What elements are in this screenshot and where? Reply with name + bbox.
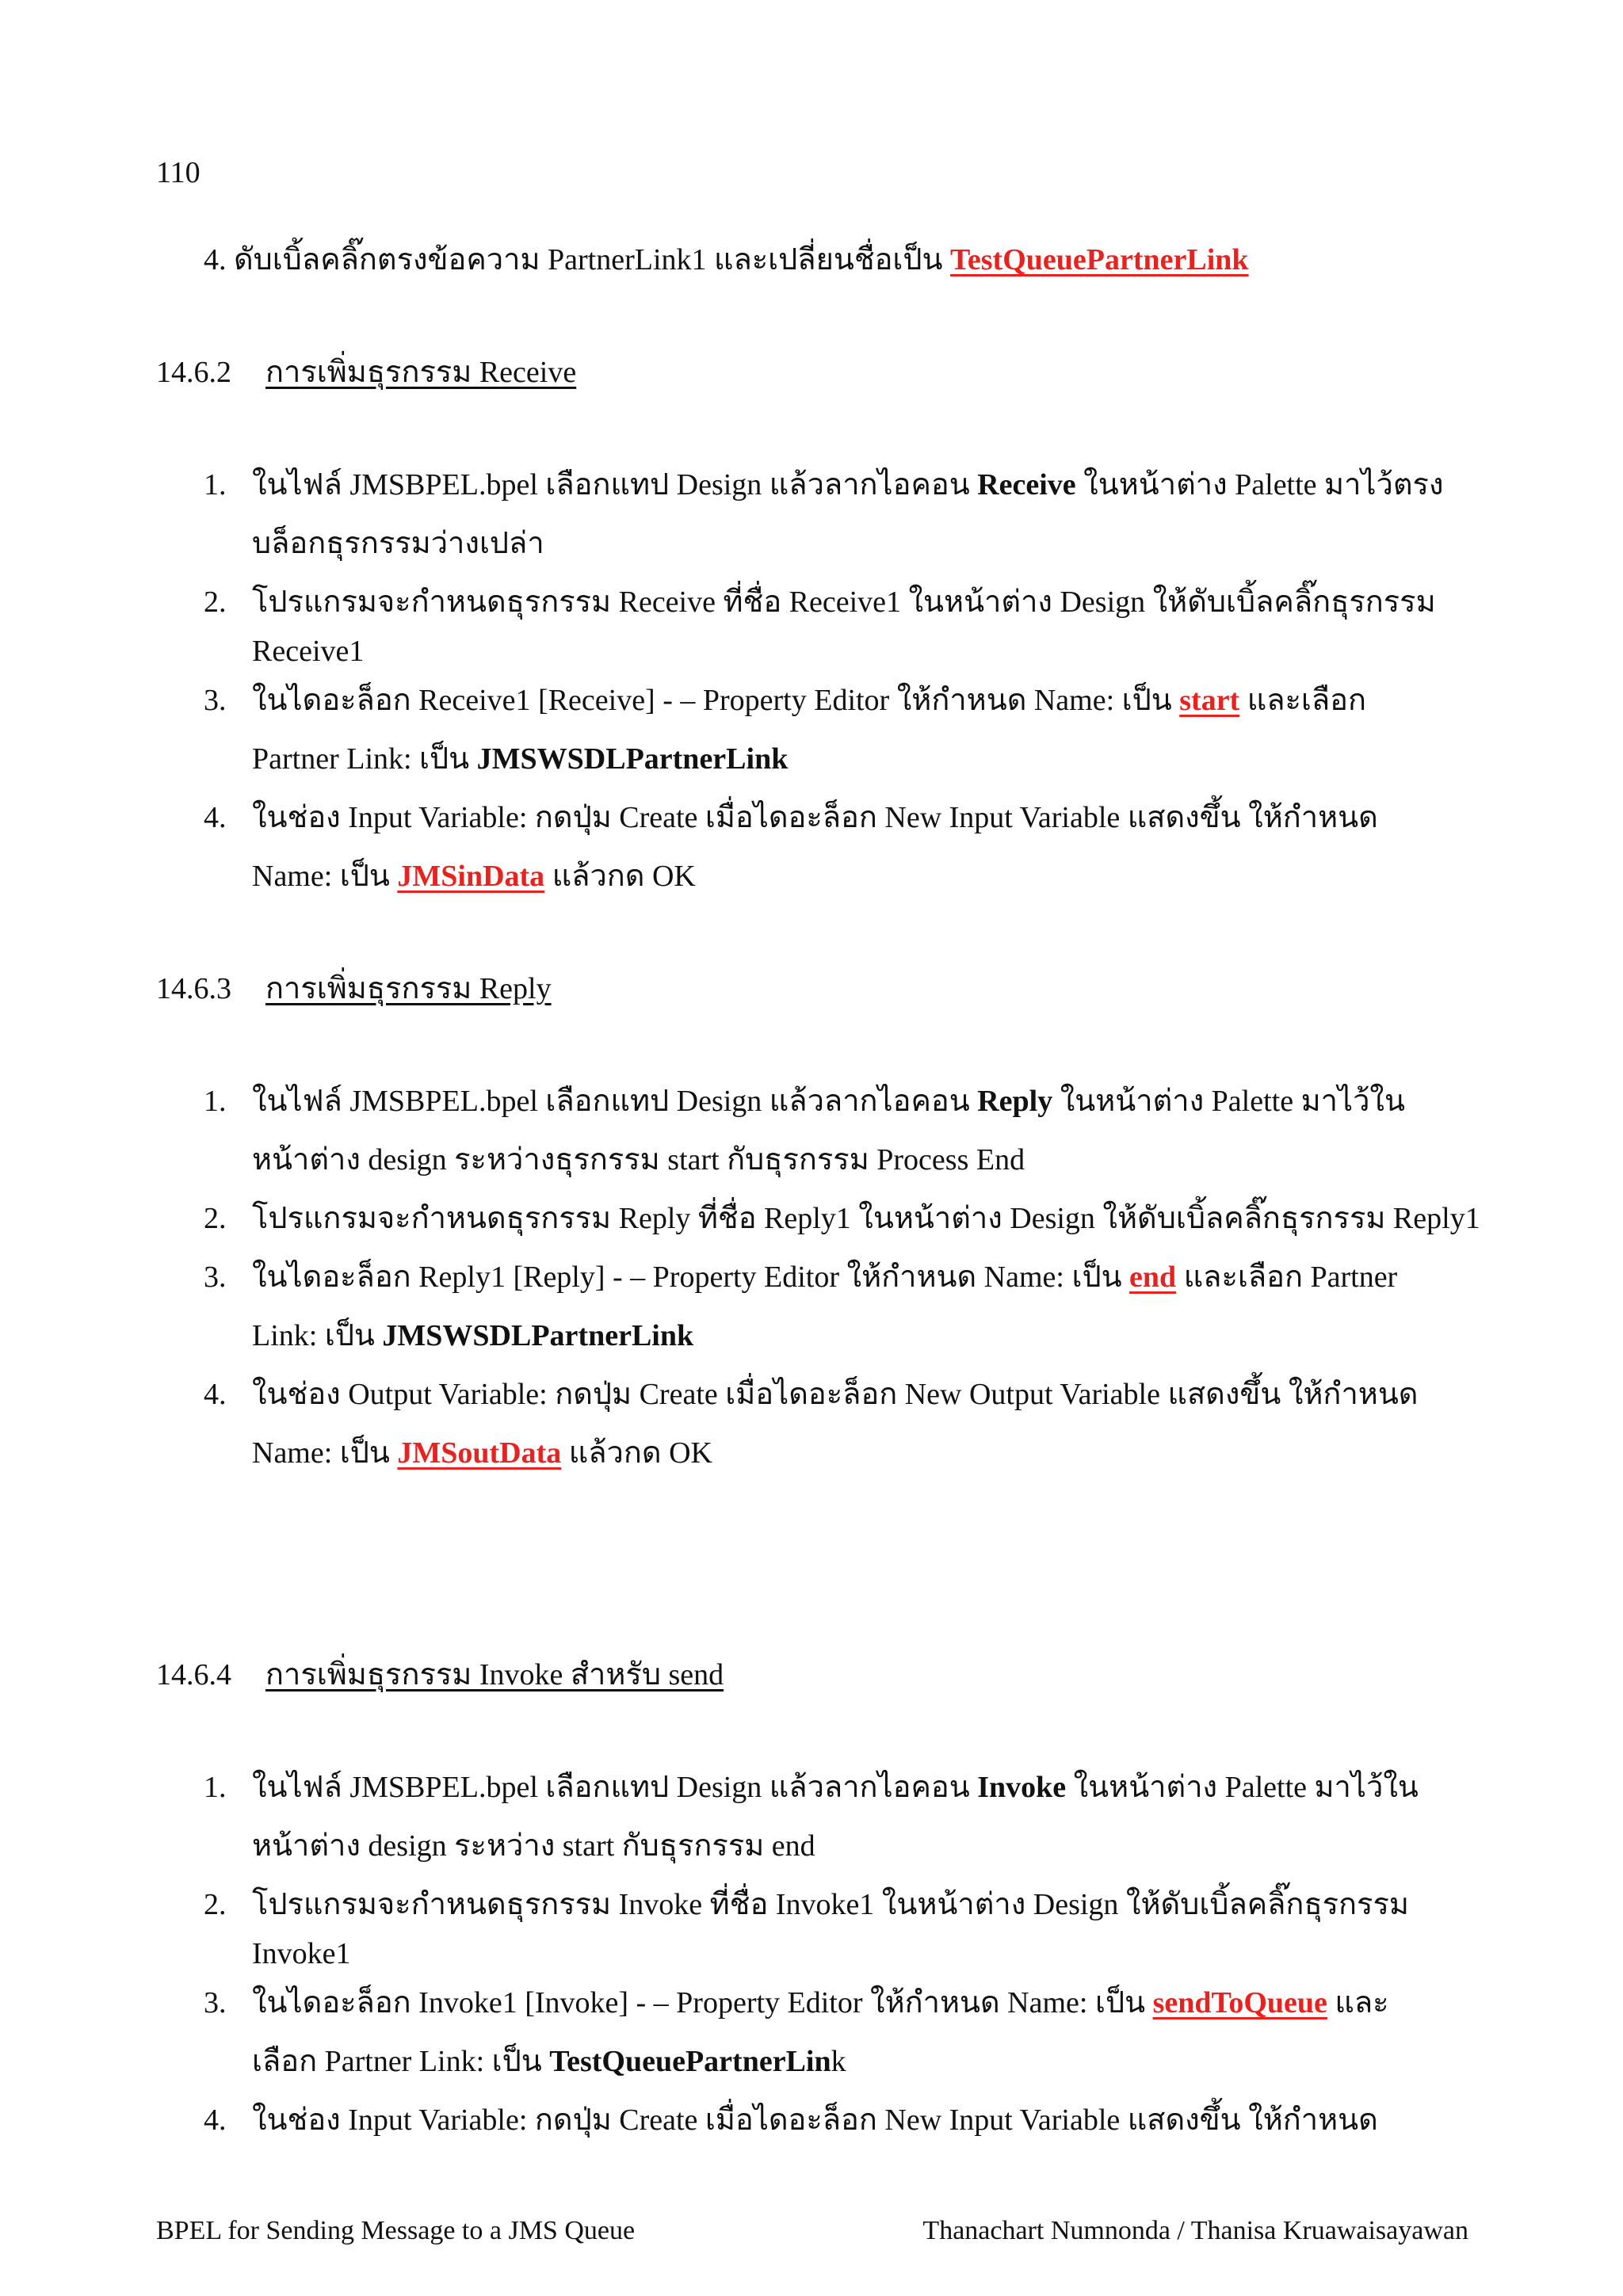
list-item-text-continued: เลือก Partner Link: เป็น TestQueuePartnerLink	[252, 2045, 846, 2078]
section-heading: การเพิ่มธุรกรรม Receive	[265, 356, 577, 389]
list-item-text-continued: หน้าต่าง design ระหว่างธุรกรรม start กับธุรกรรม Process End	[252, 1143, 1025, 1177]
list-item-text: ในไดอะล็อก Invoke1 [Invoke] - – Property Editor ให้กำหนด Name: เป็น sendToQueue และ	[252, 1986, 1389, 2019]
section-heading: การเพิ่มธุรกรรม Invoke สำหรับ send	[265, 1658, 724, 1691]
list-item-text: ในไฟล์ JMSBPEL.bpel เลือกแทป Design แล้วลากไอคอน Receive ในหน้าต่าง Palette มาไว้ตรง	[252, 468, 1444, 502]
list-item-text: ในช่อง Input Variable: กดปุ่ม Create เมื่อไดอะล็อก New Input Variable แสดงขึ้น ให้กำหนด	[252, 2103, 1378, 2137]
list-item-text: โปรแกรมจะกำหนดธุรกรรม Receive ที่ชื่อ Receive1 ในหน้าต่าง Design ให้ดับเบิ้ลคลิ๊กธุรกรรม	[252, 585, 1436, 619]
list-item-text: ในไดอะล็อก Receive1 [Receive] - – Property Editor ให้กำหนด Name: เป็น start และเลือก	[252, 684, 1367, 717]
list-item-text-continued: บล็อกธุรกรรมว่างเปล่า	[252, 527, 544, 560]
list-item-number: 3.	[204, 1261, 227, 1294]
highlight-value: JMSinData	[397, 860, 545, 893]
list-item-number: 2.	[204, 1888, 227, 1921]
section-number: 14.6.3	[156, 972, 231, 1005]
list-item-text-continued: Name: เป็น JMSoutData แล้วกด OK	[252, 1436, 712, 1470]
list-item-text: ในช่อง Output Variable: กดปุ่ม Create เมื่อไดอะล็อก New Output Variable แสดงขึ้น ให้กำหนด	[252, 1378, 1419, 1411]
list-item-text: ดับเบิ้ลคลิ๊กตรงข้อความ PartnerLink1 และเปลี่ยนชื่อเป็น TestQueuePartnerLink	[234, 243, 1249, 277]
list-item-text-continued: Link: เป็น JMSWSDLPartnerLink	[252, 1319, 694, 1352]
list-item-text: โปรแกรมจะกำหนดธุรกรรม Invoke ที่ชื่อ Invoke1 ในหน้าต่าง Design ให้ดับเบิ้ลคลิ๊กธุรกรรม	[252, 1888, 1409, 1921]
list-item-text-continued: Receive1	[252, 635, 365, 668]
list-item-number: 4.	[204, 801, 227, 834]
highlight-value: JMSoutData	[397, 1436, 562, 1470]
list-item-number: 1.	[204, 468, 227, 502]
list-item-text: ในไฟล์ JMSBPEL.bpel เลือกแทป Design แล้วลากไอคอน Invoke ในหน้าต่าง Palette มาไว้ใน	[252, 1771, 1419, 1804]
footer-right: Thanachart Numnonda / Thanisa Kruawaisayawan	[922, 2216, 1468, 2245]
list-item-number: 1.	[204, 1771, 227, 1804]
section-heading: การเพิ่มธุรกรรม Reply	[265, 972, 552, 1005]
list-item-text: ในช่อง Input Variable: กดปุ่ม Create เมื่อไดอะล็อก New Input Variable แสดงขึ้น ให้กำหนด	[252, 801, 1378, 834]
highlight-value: sendToQueue	[1152, 1986, 1327, 2019]
list-item-number: 4.	[204, 1378, 227, 1411]
page-number: 110	[156, 156, 200, 189]
section-number: 14.6.2	[156, 356, 231, 389]
list-item-text: ในไดอะล็อก Reply1 [Reply] - – Property Editor ให้กำหนด Name: เป็น end และเลือก Partner	[252, 1261, 1398, 1294]
list-item-number: 3.	[204, 684, 227, 717]
list-item-number: 2.	[204, 1202, 227, 1235]
highlight-value: end	[1129, 1261, 1177, 1294]
section-number: 14.6.4	[156, 1658, 231, 1691]
list-item-text-continued: Partner Link: เป็น JMSWSDLPartnerLink	[252, 742, 789, 776]
list-item-text-continued: หน้าต่าง design ระหว่าง start กับธุรกรรม end	[252, 1829, 815, 1863]
list-item-number: 1.	[204, 1085, 227, 1118]
list-item-number: 2.	[204, 585, 227, 619]
footer-left: BPEL for Sending Message to a JMS Queue	[156, 2216, 636, 2245]
list-item-number: 4.	[204, 2103, 227, 2137]
highlight-value: TestQueuePartnerLink	[950, 243, 1249, 277]
list-item-text-continued: Invoke1	[252, 1937, 351, 1970]
highlight-value: start	[1179, 684, 1240, 717]
list-item-text: โปรแกรมจะกำหนดธุรกรรม Reply ที่ชื่อ Reply1 ในหน้าต่าง Design ให้ดับเบิ้ลคลิ๊กธุรกรรม Reply1	[252, 1202, 1480, 1235]
list-item-number: 3.	[204, 1986, 227, 2019]
list-item-text-continued: Name: เป็น JMSinData แล้วกด OK	[252, 860, 696, 893]
list-item-number: 4.	[204, 243, 227, 277]
list-item-text: ในไฟล์ JMSBPEL.bpel เลือกแทป Design แล้วลากไอคอน Reply ในหน้าต่าง Palette มาไว้ใน	[252, 1085, 1405, 1118]
